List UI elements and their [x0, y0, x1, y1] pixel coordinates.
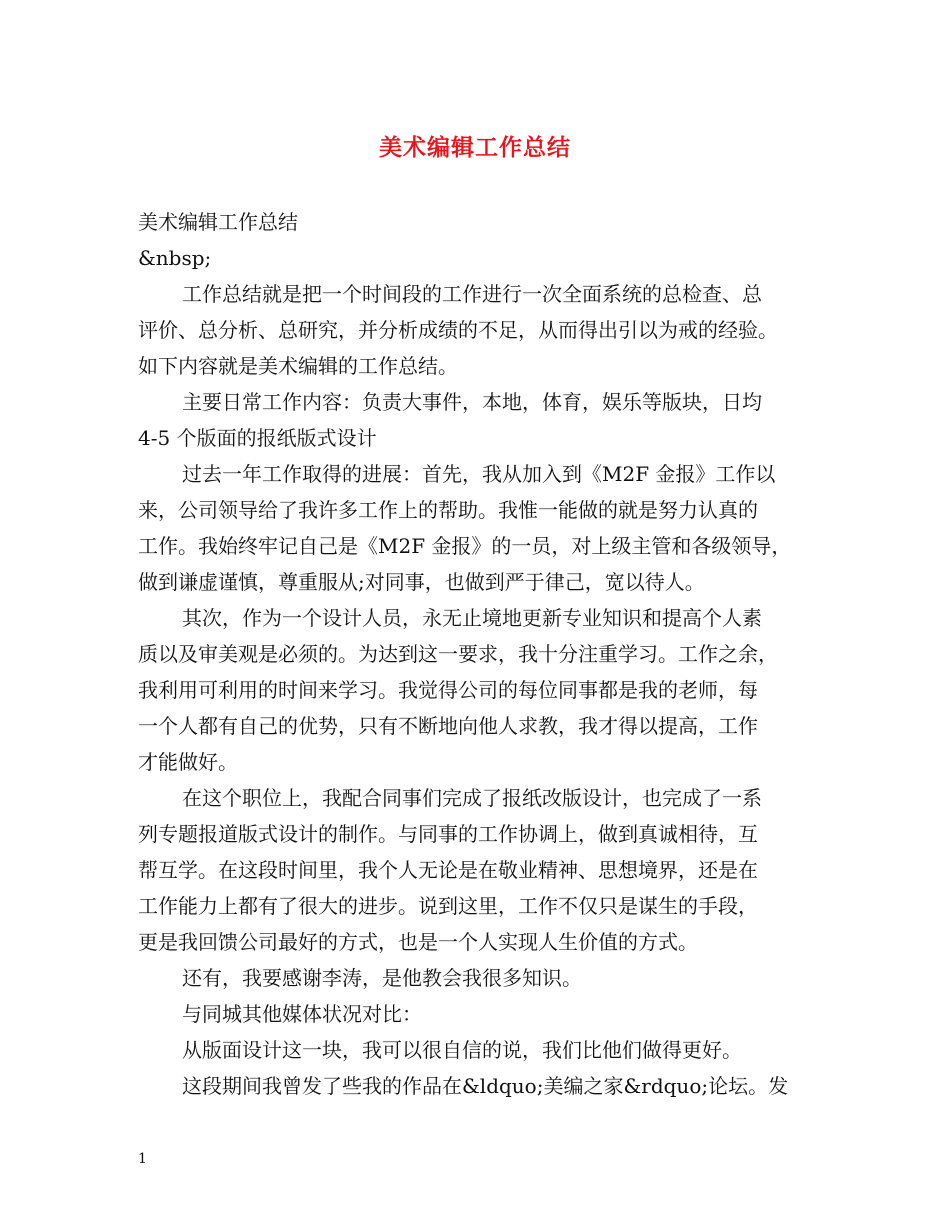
body-line: 才能做好。 [138, 750, 238, 774]
body-line: 4-5 个版面的报纸版式设计 [138, 426, 377, 450]
paragraph-start: 这段期间我曾发了些我的作品在&ldquo;美编之家&rdquo;论坛。发 [182, 1074, 789, 1098]
paragraph-start: 工作总结就是把一个时间段的工作进行一次全面系统的总检查、总 [182, 282, 762, 306]
document-body [138, 204, 838, 1104]
body-line: 如下内容就是美术编辑的工作总结。 [138, 354, 458, 378]
page-number: 1 [138, 1151, 147, 1167]
body-line: 质以及审美观是必须的。为达到这一要求，我十分注重学习。工作之余， [138, 642, 778, 666]
paragraph-start: 过去一年工作取得的进展：首先，我从加入到《M2F 金报》工作以 [182, 462, 776, 486]
body-line: 更是我回馈公司最好的方式，也是一个人实现人生价值的方式。 [138, 930, 698, 954]
paragraph-start: 与同城其他媒体状况对比： [182, 1002, 422, 1026]
body-line: 做到谦虚谨慎，尊重服从;对同事，也做到严于律己，宽以待人。 [138, 570, 705, 594]
paragraph-start: 从版面设计这一块，我可以很自信的说，我们比他们做得更好。 [182, 1038, 742, 1062]
page-title: 美术编辑工作总结 [379, 134, 571, 161]
body-line: 评价、总分析、总研究，并分析成绩的不足，从而得出引以为戒的经验。 [138, 318, 778, 342]
body-line: 列专题报道版式设计的制作。与同事的工作协调上，做到真诚相待，互 [138, 822, 758, 846]
body-line: 来，公司领导给了我许多工作上的帮助。我惟一能做的就是努力认真的 [138, 498, 758, 522]
body-line: 工作能力上都有了很大的进步。说到这里，工作不仅只是谋生的手段， [138, 894, 758, 918]
paragraph-start: 其次，作为一个设计人员，永无止境地更新专业知识和提高个人素 [182, 606, 762, 630]
body-line: 工作。我始终牢记自己是《M2F 金报》的一员，对上级主管和各级领导， [138, 534, 792, 558]
body-line: 一个人都有自己的优势，只有不断地向他人求教，我才得以提高，工作 [138, 714, 758, 738]
body-line: &nbsp; [138, 246, 212, 270]
paragraph-start: 主要日常工作内容：负责大事件，本地，体育，娱乐等版块，日均 [182, 390, 762, 414]
body-line: 帮互学。在这段时间里，我个人无论是在敬业精神、思想境界，还是在 [138, 858, 758, 882]
paragraph-start: 在这个职位上，我配合同事们完成了报纸改版设计，也完成了一系 [182, 786, 762, 810]
body-line: 我利用可利用的时间来学习。我觉得公司的每位同事都是我的老师，每 [138, 678, 758, 702]
body-heading: 美术编辑工作总结 [138, 210, 298, 234]
paragraph-start: 还有，我要感谢李涛，是他教会我很多知识。 [182, 966, 582, 990]
